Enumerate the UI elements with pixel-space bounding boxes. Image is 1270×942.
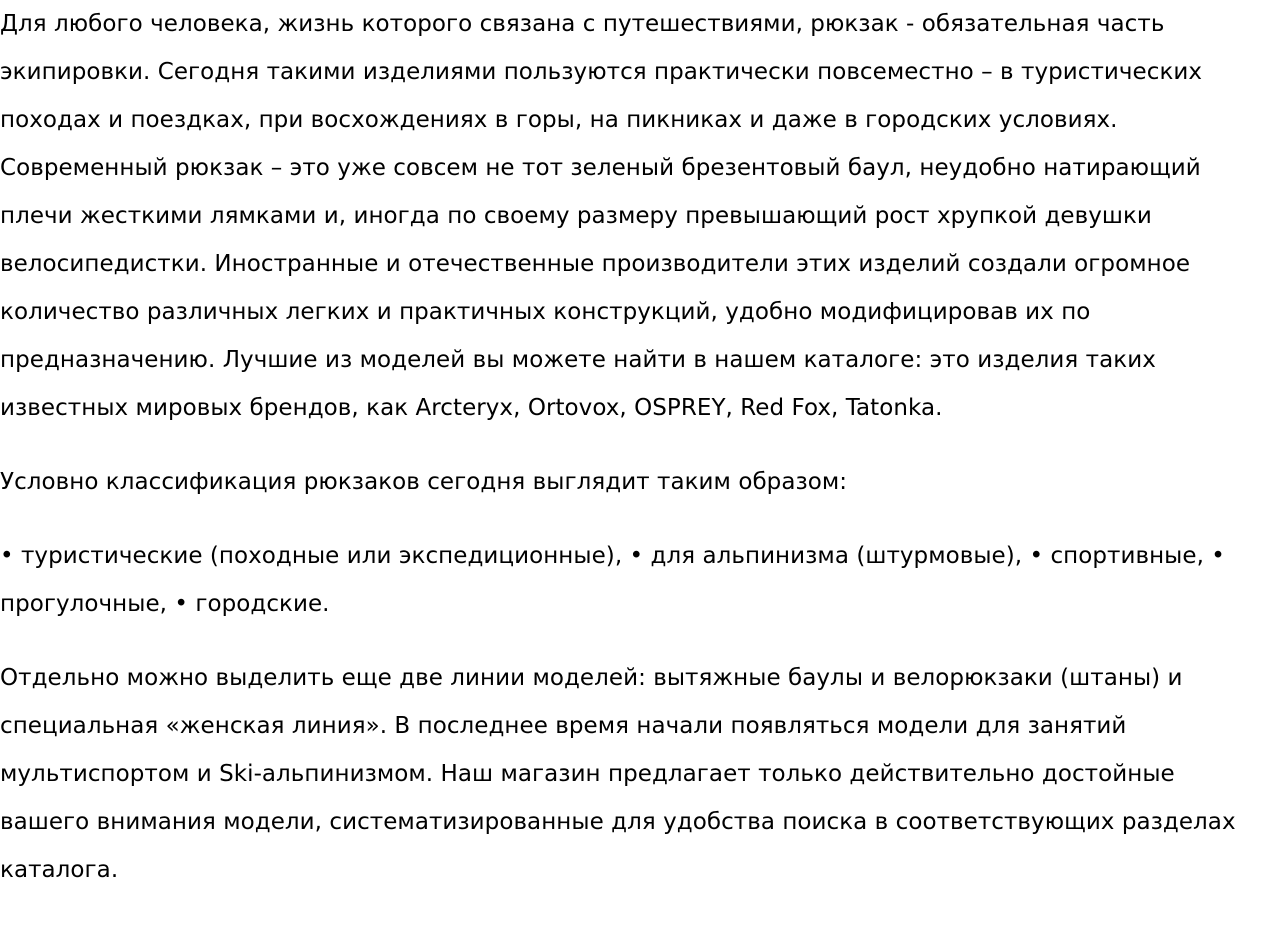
classification-list-paragraph: • туристические (походные или экспедиционные), • для альпинизма (штурмовые), • спортивные, • прогулочные, • городские. (0, 543, 1225, 617)
intro-paragraph: Для любого человека, жизнь которого связана с путешествиями, рюкзак - обязательная часть экипировки. Сегодня такими изделиями пользуются практически повсеместно – в туристических походах и поездках, при восхождениях в горы, на пикниках и даже в городских условиях. Современный рюкзак – это уже совсем не тот зеленый брезентовый баул, неудобно натирающий плечи жесткими лямками и, иногда по своему размеру превышающий рост хрупкой девушки велосипедистки. Иностранные и отечественные производители этих изделий создали огромное количество различных легких и практичных конструкций, удобно модифицировав их по предназначению. Лучшие из моделей вы можете найти в нашем каталоге: это изделия таких известных мировых брендов, как Arcteryx, Ortovox, OSPREY, Red Fox, Tatonka. (0, 11, 1203, 421)
additional-lines-paragraph: Отдельно можно выделить еще две линии моделей: вытяжные баулы и велорюкзаки (штаны) и специальная «женская линия». В последнее время начали появляться модели для занятий мультиспортом и Ski-альпинизмом. Наш магазин предлагает только действительно достойные вашего внимания модели, систематизированные для удобства поиска в соответствующих разделах каталога. (0, 665, 1236, 883)
classification-heading-paragraph: Условно классификация рюкзаков сегодня выглядит таким образом: (0, 469, 848, 495)
